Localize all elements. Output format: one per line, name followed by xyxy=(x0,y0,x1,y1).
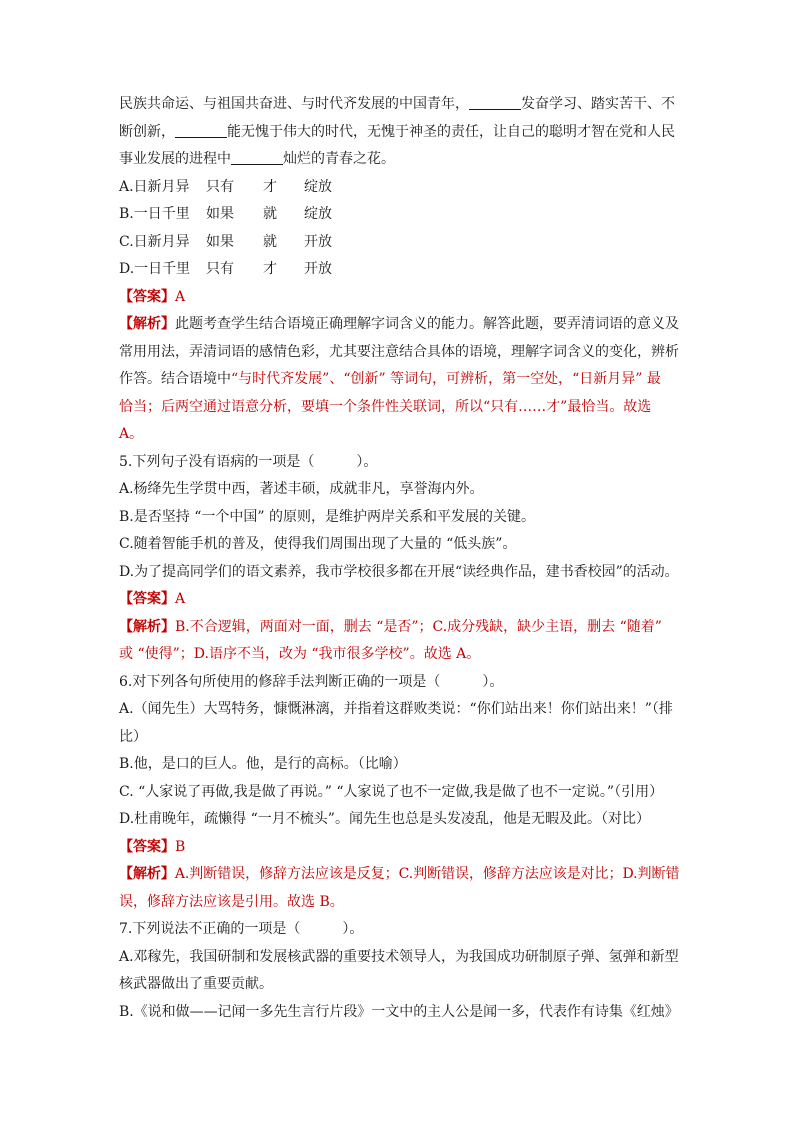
q4-analysis-line-1: 【解析】此题考查学生结合语境正确理解字词含义的能力。解答此题，要弄清词语的意义及 xyxy=(119,316,679,332)
q4-analysis-line-3: 作答。结合语境中“与时代齐发展”、“创新” 等词句，可辨析，第一空处，“日新月异” 最 xyxy=(119,371,661,387)
q6-analysis-line-1: 【解析】A.判断错误，修辞方法应该是反复；C.判断错误，修辞方法应该是对比；D.判断错 xyxy=(119,866,680,882)
q5-option-a: A.杨绛先生学贯中西，著述丰硕，成就非凡，享誉海内外。 xyxy=(119,481,484,497)
q6-analysis-line-2: 误，修辞方法应该是引用。故选 B。 xyxy=(119,893,344,910)
q4-option-d: D.一日千里 只有 才 开放 xyxy=(119,261,332,277)
q4-option-b: B.一日千里 如果 就 绽放 xyxy=(119,206,332,222)
q6-stem: 6.对下列各句所使用的修辞手法判断正确的一项是（ ）。 xyxy=(119,673,504,690)
q7-option-a-line-2: 核武器做出了重要贡献。 xyxy=(119,976,273,992)
q5-option-c: C.随着智能手机的普及，使得我们周围出现了大量的 “低头族”。 xyxy=(119,536,517,552)
q5-option-d: D.为了提高同学们的语文素养，我市学校很多都在开展“读经典作品，建书香校园”的活动。 xyxy=(119,563,679,580)
q4-option-c: C.日新月异 如果 就 开放 xyxy=(119,233,332,250)
q4-stem-line-1: 民族共命运、与祖国共奋进、与时代齐发展的中国青年， 发奋学习、踏实苦干、不 xyxy=(119,96,675,112)
q5-analysis-line-2: 或 “使得”；D.语序不当，改为 “我市很多学校”。故选 A。 xyxy=(119,646,481,662)
q4-stem-line-3: 事业发展的进程中 灿烂的青春之花。 xyxy=(119,151,395,167)
fill-blank-3 xyxy=(231,150,283,165)
q7-option-a-line-1: A.邓稼先，我国研制和发展核武器的重要技术领导人，为我国成功研制原子弹、氢弹和新型 xyxy=(119,948,679,965)
q6-option-a-line-2: 比） xyxy=(119,728,147,745)
q6-option-c: C. “人家说了再做,我是做了再说。” “人家说了也不一定做,我是做了也不一定说。”（引用） xyxy=(119,783,664,800)
q4-analysis-line-4: 恰当；后两空通过语意分析，要填一个条件性关联词，所以“只有……才”最恰当。故选 xyxy=(119,398,652,415)
q7-option-b-line-1: B.《说和做——记闻一多先生言行片段》一文中的主人公是闻一多，代表作有诗集《红烛》 xyxy=(119,1003,679,1020)
content-area xyxy=(119,91,679,1026)
q4-answer: 【答案】A xyxy=(119,288,186,305)
q4-analysis-line-2: 常用用法，弄清词语的感情色彩，尤其要注意结合具体的语境，理解字词含义的变化，辨析 xyxy=(119,343,679,360)
q5-answer: 【答案】A xyxy=(119,591,186,607)
q7-stem: 7.下列说法不正确的一项是（ ）。 xyxy=(119,921,364,937)
q5-analysis-line-1: 【解析】B.不合逻辑，两面对一面，删去 “是否”；C.成分残缺，缺少主语，删去 “随着” xyxy=(119,618,662,635)
q5-option-b: B.是否坚持 “一个中国” 的原则，是维护两岸关系和平发展的关键。 xyxy=(119,508,535,525)
fill-blank-1 xyxy=(469,95,521,110)
fill-blank-2 xyxy=(175,123,227,138)
q6-option-d: D.杜甫晚年，疏懒得 “一月不梳头”。闻先生也总是头发凌乱，他是无暇及此。（对比） xyxy=(119,811,650,827)
q4-stem-line-2: 断创新， 能无愧于伟大的时代，无愧于神圣的责任，让自己的聪明才智在党和人民 xyxy=(119,123,675,140)
q4-analysis-line-5: A。 xyxy=(119,426,144,442)
q6-option-b: B.他，是口的巨人。他，是行的高标。（比喻） xyxy=(119,756,407,772)
q5-stem: 5.下列句子没有语病的一项是（ ）。 xyxy=(119,453,378,470)
q4-option-a: A.日新月异 只有 才 绽放 xyxy=(119,178,332,195)
q6-answer: 【答案】B xyxy=(119,838,186,855)
q6-option-a-line-1: A.（闻先生）大骂特务，慷慨淋漓，并指着这群败类说：“你们站出来！你们站出来！”（排 xyxy=(119,701,673,717)
